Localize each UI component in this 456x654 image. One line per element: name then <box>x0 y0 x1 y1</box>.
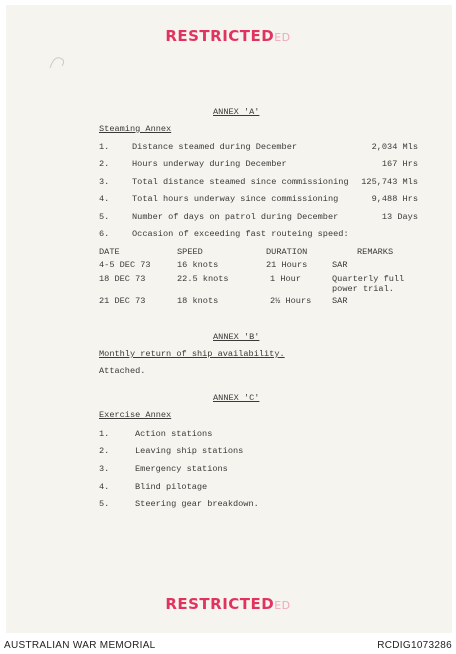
exercise-number: 5. <box>99 499 110 509</box>
steaming-annex-title: Steaming Annex <box>99 124 172 134</box>
table-header-speed: SPEED <box>177 247 203 257</box>
item-number: 3. <box>99 177 110 187</box>
table-header-remarks: REMARKS <box>357 247 394 257</box>
exercise-number: 2. <box>99 446 110 456</box>
exercise-annex-title: Exercise Annex <box>99 410 172 420</box>
item-number: 5. <box>99 212 110 222</box>
table-cell-remarks: Quarterly full <box>332 274 405 284</box>
annex-a-heading: ANNEX 'A' <box>213 107 260 117</box>
table-cell-speed: 22.5 knots <box>177 274 229 284</box>
table-cell-duration: 2½ Hours <box>270 296 312 306</box>
availability-title: Monthly return of ship availability. <box>99 349 285 359</box>
item-value: 9,488 Hrs <box>371 194 418 204</box>
table-cell-date: 21 DEC 73 <box>99 296 146 306</box>
item-number: 4. <box>99 194 110 204</box>
table-header-date: DATE <box>99 247 120 257</box>
restricted-stamp-bottom: RESTRICTEDED <box>165 595 291 613</box>
table-cell-remarks: SAR <box>332 260 348 270</box>
table-cell-speed: 16 knots <box>177 260 219 270</box>
footer-record-id: RCDIG1073286 <box>377 640 452 651</box>
item-label: Hours underway during December <box>132 159 287 169</box>
footer-archive-name: AUSTRALIAN WAR MEMORIAL <box>4 640 156 651</box>
restricted-stamp-top: RESTRICTEDED <box>165 27 291 45</box>
table-cell-duration: 21 Hours <box>266 260 308 270</box>
table-cell-remarks: SAR <box>332 296 348 306</box>
annex-c-heading: ANNEX 'C' <box>213 393 260 403</box>
exercise-number: 3. <box>99 464 110 474</box>
table-header-duration: DURATION <box>266 247 308 257</box>
table-cell-date: 4-5 DEC 73 <box>99 260 151 270</box>
attached-text: Attached. <box>99 366 146 376</box>
item-number: 2. <box>99 159 110 169</box>
item-label: Occasion of exceeding fast routeing speed: <box>132 229 349 239</box>
item-label: Total hours underway since commissioning <box>132 194 339 204</box>
exercise-label: Emergency stations <box>135 464 228 474</box>
item-value: 13 Days <box>381 212 418 222</box>
exercise-number: 4. <box>99 482 110 492</box>
annex-b-heading: ANNEX 'B' <box>213 332 260 342</box>
exercise-label: Blind pilotage <box>135 482 208 492</box>
table-cell-duration: 1 Hour <box>270 274 301 284</box>
exercise-label: Leaving ship stations <box>135 446 244 456</box>
exercise-label: Steering gear breakdown. <box>135 499 259 509</box>
exercise-number: 1. <box>99 429 110 439</box>
item-label: Distance steamed during December <box>132 142 298 152</box>
item-value: 125,743 Mls <box>361 177 418 187</box>
item-number: 1. <box>99 142 110 152</box>
table-cell-date: 18 DEC 73 <box>99 274 146 284</box>
item-label: Number of days on patrol during December <box>132 212 339 222</box>
item-label: Total distance steamed since commissioning <box>132 177 349 187</box>
item-value: 167 Hrs <box>381 159 418 169</box>
table-cell-speed: 18 knots <box>177 296 219 306</box>
exercise-label: Action stations <box>135 429 213 439</box>
table-cell-remarks: power trial. <box>332 284 394 294</box>
item-number: 6. <box>99 229 110 239</box>
item-value: 2,034 Mls <box>371 142 418 152</box>
